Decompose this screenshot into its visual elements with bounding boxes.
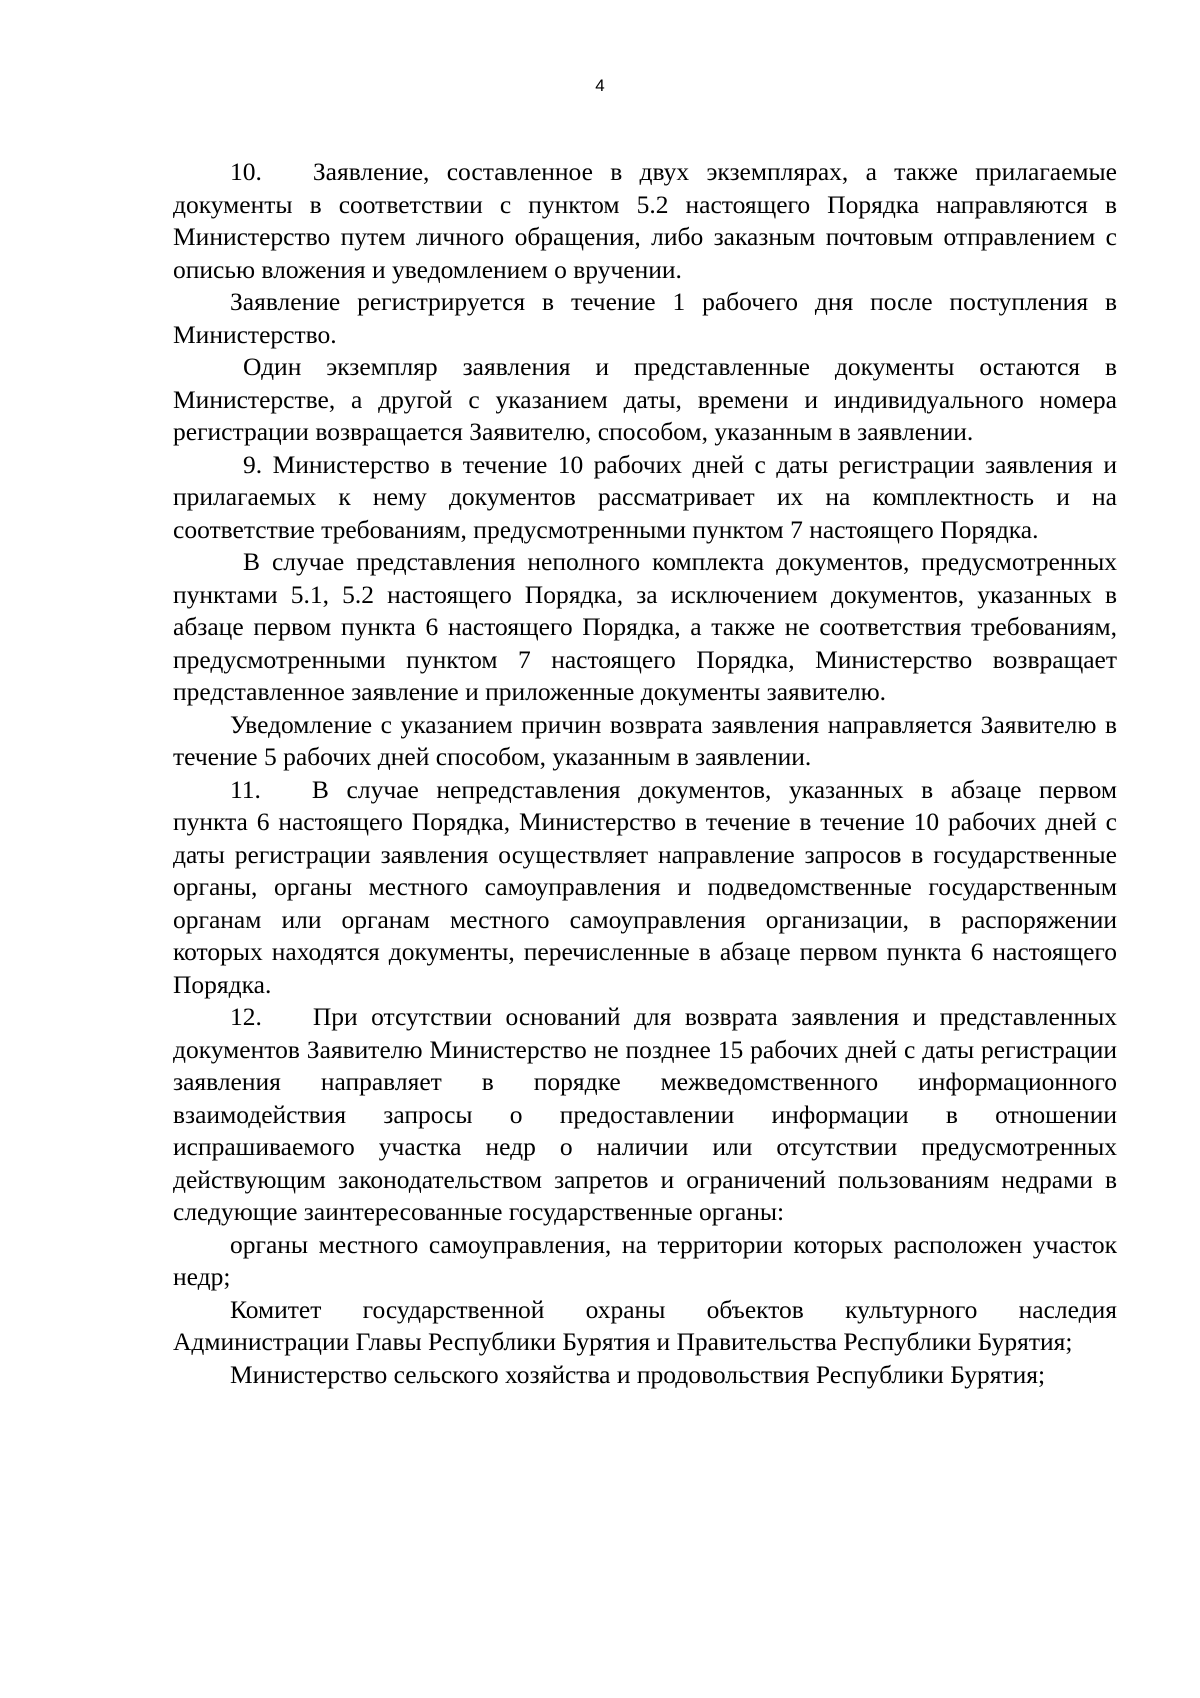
paragraph-registration: Заявление регистрируется в течение 1 рабочего дня после поступления в Министерство. [173, 287, 1117, 349]
paragraph-item-11: 11. В случае непредставления документов, указанных в абзаце первом пункта 6 настоящего Порядка, Министерство в течение в течение 10 рабочих дней с даты регистрации заявления осуществляет направление запросов в государственные органы, органы местного самоуправления и подведомственные государственным органам или органам местного самоуправления организации, в распоряжении которых находятся документы, перечисленные в абзаце первом пункта 6 настоящего Порядка. [173, 774, 1117, 999]
list-item-agriculture-ministry: Министерство сельского хозяйства и продовольствия Республики Бурятия; [230, 1359, 1046, 1389]
paragraph-return-notice: Уведомление с указанием причин возврата заявления направляется Заявителю в течение 5 рабочих дней способом, указанным в заявлении. [173, 709, 1117, 771]
paragraph-item-12: 12. При отсутствии оснований для возврата заявления и представленных документов Заявителю Министерство не позднее 15 рабочих дней с даты регистрации заявления направляет в порядке межведомственного информационного взаимодействия запросы о предоставлении информации в отношении испрашиваемого участка недр о наличии или отсутствии предусмотренных действующим законодательством запретов и ограничений пользованиям недрами в следующие заинтересованные государственные органы: [173, 1002, 1117, 1226]
paragraph-item-10: 10. Заявление, составленное в двух экземплярах, а также прилагаемые документы в соответствии с пунктом 5.2 настоящего Порядка направляются в Министерство путем личного обращения, либо заказным почтовым отправлением с описью вложения и уведомлением о вручении. [173, 157, 1117, 284]
document-body [173, 156, 1117, 1391]
paragraph-item-9: 9. Министерство в течение 10 рабочих дней с даты регистрации заявления и прилагаемых к нему документов рассматривает их на комплектность и на соответствие требованиям, предусмотренными пунктом 7 настоящего Порядка. [173, 449, 1117, 544]
paragraph-incomplete-set: В случае представления неполного комплекта документов, предусмотренных пунктами 5.1, 5.2 настоящего Порядка, за исключением документов, указанных в абзаце первом пункта 6 настоящего Порядка, а также не соответствия требованиям, предусмотренными пунктом 7 настоящего Порядка, Министерство возвращает представленное заявление и приложенные документы заявителю. [173, 547, 1117, 706]
list-item-local-government: органы местного самоуправления, на территории которых расположен участок недр; [173, 1229, 1117, 1291]
paragraph-copy-return: Один экземпляр заявления и представленные документы остаются в Министерстве, а другой с указанием даты, времени и индивидуального номера регистрации возвращается Заявителю, способом, указанным в заявлении. [173, 352, 1117, 446]
list-item-heritage-committee: Комитет государственной охраны объектов культурного наследия Администрации Главы Республики Бурятия и Правительства Республики Бурятия; [173, 1294, 1117, 1356]
page-number: 4 [595, 76, 605, 95]
